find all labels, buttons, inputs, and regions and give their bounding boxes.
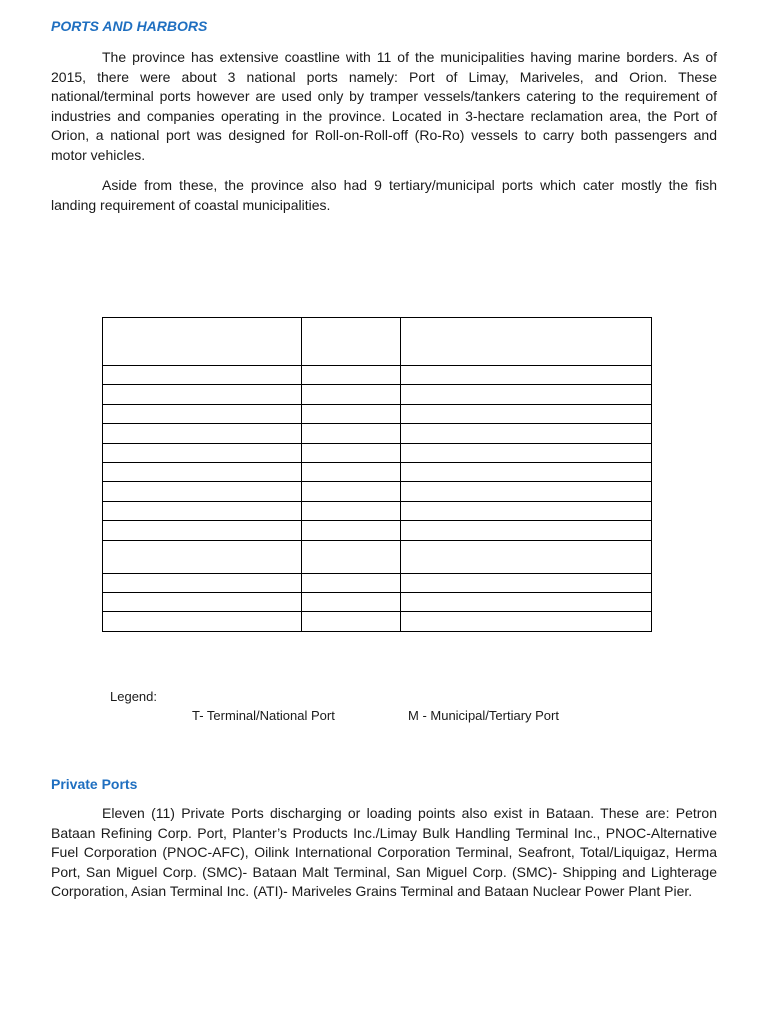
table-row xyxy=(103,385,652,404)
legend-municipal: M - Municipal/Tertiary Port xyxy=(408,708,559,723)
table-row xyxy=(103,424,652,443)
ports-harbors-heading: PORTS AND HARBORS xyxy=(51,18,208,34)
table-row xyxy=(103,501,652,520)
ports-paragraph-1: The province has extensive coastline with 11 of the municipalities having marine borders. As of 2015, there were about 3 national ports namely: Port of Limay, Mariveles, and Orion. These national/terminal ports however are used only by tramper vessels/tankers catering to the requirement of industries and companies operating in the province. Located in 3-hectare reclamation area, the Port of Orion, a national port was designed for Roll-on-Roll-off (Ro-Ro) vessels to carry both passengers and motor vehicles. xyxy=(51,49,717,163)
table-row xyxy=(103,462,652,481)
table-row xyxy=(103,482,652,501)
table-row xyxy=(103,612,652,631)
legend-title: Legend: xyxy=(110,689,157,704)
table-row xyxy=(103,404,652,423)
private-ports-paragraph: Eleven (11) Private Ports discharging or loading points also exist in Bataan. These are: Petron Bataan Refining Corp. Port, Planter’s Products Inc./Limay Bulk Handling Terminal Inc., PNOC-Alternative Fuel Corporation (PNOC-AFC), Oilink International Corporation Terminal, Seafront, Total/Liquigaz, Herma Port, San Miguel Corp. (SMC)- Bataan Malt Terminal, San Miguel Corp. (SMC)- Shipping and Lighterage Corporation, Asian Terminal Inc. (ATI)- Mariveles Grains Terminal and Bataan Nuclear Power Plant Pier. xyxy=(51,805,717,900)
table-row xyxy=(103,540,652,573)
table-row xyxy=(103,592,652,611)
private-ports-heading: Private Ports xyxy=(51,776,138,792)
table-row xyxy=(103,443,652,462)
table-row xyxy=(103,366,652,385)
table-row xyxy=(103,573,652,592)
legend-terminal: T- Terminal/National Port xyxy=(192,708,335,723)
table-header-row xyxy=(103,318,652,366)
ports-table xyxy=(102,317,652,632)
ports-paragraph-2: Aside from these, the province also had 9 tertiary/municipal ports which cater mostly the fish landing requirement of coastal municipalities. xyxy=(51,177,717,213)
table-row xyxy=(103,521,652,540)
